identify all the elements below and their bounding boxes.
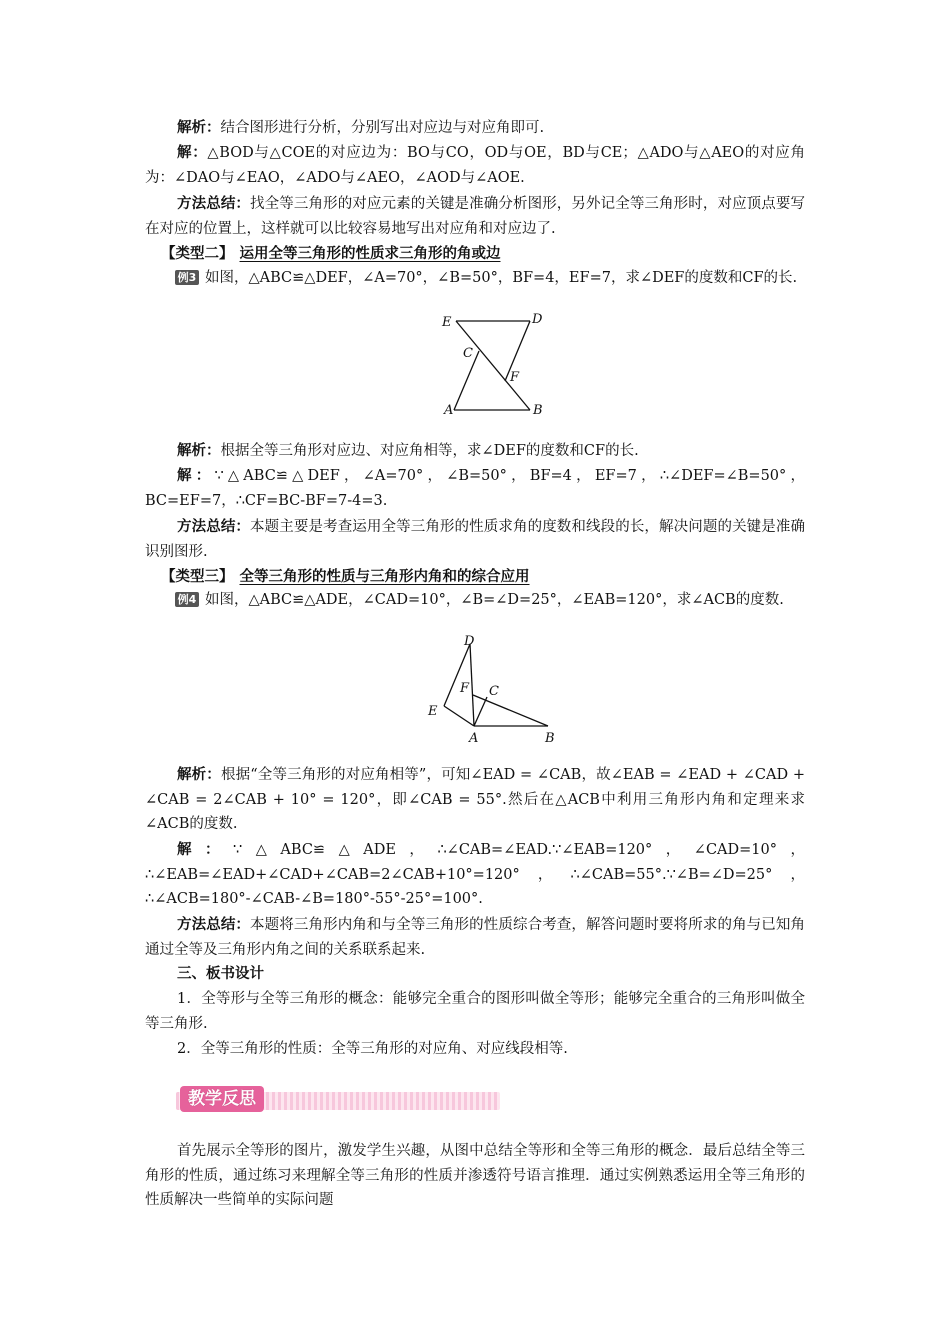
example3-badge: 例3 bbox=[175, 270, 199, 285]
solution-paragraph-3 bbox=[145, 838, 805, 912]
solution-paragraph-1 bbox=[145, 141, 805, 190]
analysis-label: 解析： bbox=[177, 767, 221, 783]
method-summary-2 bbox=[145, 515, 805, 564]
type3-bracket: 【类型三】 bbox=[161, 569, 234, 585]
fig4-label-F: F bbox=[460, 681, 470, 696]
example4-badge: 例4 bbox=[175, 592, 199, 607]
solution-label: 解： bbox=[177, 145, 208, 161]
solution-label: 解： bbox=[177, 842, 234, 858]
fig4-label-A: A bbox=[469, 731, 479, 746]
method-label: 方法总结： bbox=[177, 196, 251, 212]
fig3-segment-EB bbox=[456, 321, 530, 410]
type2-heading bbox=[161, 242, 801, 266]
method-text: 本题将三角形内角和与全等三角形的性质综合考查，解答问题时要将所求的角与已知角通过全等及三角形内角之间的关系联系起来. bbox=[145, 917, 806, 958]
example3-paragraph bbox=[145, 266, 805, 291]
fig4-segment-AC bbox=[474, 697, 487, 726]
fig4-label-B: B bbox=[545, 731, 555, 746]
figure-example3 bbox=[430, 306, 550, 426]
method-summary-1 bbox=[145, 192, 805, 241]
analysis-text: 根据全等三角形对应边、对应角相等，求∠DEF的度数和CF的长. bbox=[220, 443, 639, 459]
type2-title: 运用全等三角形的性质求三角形的角或边 bbox=[239, 246, 501, 262]
example4-paragraph bbox=[145, 588, 805, 613]
analysis-paragraph-1 bbox=[145, 116, 805, 141]
fig4-segment-EA bbox=[444, 706, 474, 726]
fig3-label-D: D bbox=[532, 312, 543, 327]
type3-title: 全等三角形的性质与三角形内角和的综合应用 bbox=[239, 569, 530, 585]
reflection-tag: 教学反思 bbox=[180, 1086, 264, 1112]
fig4-label-E: E bbox=[428, 704, 438, 719]
method-text: 找全等三角形的对应元素的关键是准确分析图形，另外记全等三角形时，对应顶点要写在对应的位置上，这样就可以比较容易地写出对应角和对应边了. bbox=[145, 196, 806, 237]
solution-text: △BOD与△COE的对应边为：BO与CO，OD与OE，BD与CE；△ADO与△AEO的对应角为：∠DAO与∠EAO，∠ADO与∠AEO，∠AOD与∠AOE. bbox=[145, 145, 805, 186]
board-design-heading: 三、板书设计 bbox=[177, 966, 264, 982]
fig4-segment-FB bbox=[473, 695, 548, 726]
reflection-text: 首先展示全等形的图片，激发学生兴趣，从图中总结全等形和全等三角形的概念．最后总结全等三角形的性质，通过练习来理解全等三角形的性质并渗透符号语言推理．通过实例熟悉运用全等三角形的性质解决一些简单的实际问题 bbox=[145, 1143, 805, 1208]
fig3-label-A: A bbox=[444, 403, 454, 418]
fig3-label-F: F bbox=[510, 370, 520, 385]
board-item-2: 2．全等三角形的性质：全等三角形的对应角、对应线段相等. bbox=[177, 1041, 568, 1057]
board-item-1: 1．全等形与全等三角形的概念：能够完全重合的图形叫做全等形；能够完全重合的三角形叫做全等三角形. bbox=[145, 991, 805, 1032]
fig4-label-C: C bbox=[489, 684, 499, 699]
example4-text: 如图，△ABC≌△ADE，∠CAD=10°，∠B=∠D=25°，∠EAB=120°，求∠ACB的度数. bbox=[205, 592, 784, 608]
fig4-label-D: D bbox=[464, 634, 475, 649]
analysis-paragraph-2 bbox=[145, 439, 805, 464]
method-label: 方法总结： bbox=[177, 917, 251, 933]
analysis-label: 解析： bbox=[177, 443, 221, 459]
solution-paragraph-2 bbox=[145, 464, 805, 513]
method-label: 方法总结： bbox=[177, 519, 251, 535]
method-summary-3 bbox=[145, 913, 805, 962]
solution-label: 解： bbox=[177, 468, 215, 484]
fig4-segment-DE bbox=[444, 644, 470, 706]
type3-heading bbox=[161, 565, 801, 589]
analysis-text: 根据“全等三角形的对应角相等”，可知∠EAD = ∠CAB，故∠EAB = ∠EAD + ∠CAD + ∠CAB = 2∠CAB + 10° = 120°，即∠CAB = 55°.然后在△ACB中利用三角形内角和定理来求∠ACB的度数. bbox=[145, 767, 806, 832]
method-text: 本题主要是考查运用全等三角形的性质求角的度数和线段的长，解决问题的关键是准确识别图形. bbox=[145, 519, 806, 560]
solution-text: ∵△ABC≌△ADE，∴∠CAB=∠EAD.∵∠EAB=120°，∠CAD=10°，∴∠EAB=∠EAD+∠CAD+∠CAB=2∠CAB+10°=120°，∴∠CAB=55°.∵∠B=∠D=25°，∴∠ACB=180°-∠CAB-∠B=180°-55°-25°=100°. bbox=[145, 842, 806, 907]
example3-text: 如图，△ABC≌△DEF，∠A=70°，∠B=50°，BF=4，EF=7，求∠DEF的度数和CF的长. bbox=[205, 270, 798, 286]
fig3-label-C: C bbox=[463, 346, 473, 361]
figure-example4 bbox=[420, 632, 570, 747]
fig3-label-E: E bbox=[442, 315, 452, 330]
analysis-text: 结合图形进行分析，分别写出对应边与对应角即可. bbox=[220, 120, 545, 136]
analysis-label: 解析： bbox=[177, 120, 221, 136]
fig3-label-B: B bbox=[533, 403, 543, 418]
reflection-banner bbox=[176, 1086, 500, 1112]
fig4-segment-DA bbox=[470, 644, 474, 726]
analysis-paragraph-3 bbox=[145, 763, 805, 837]
type2-bracket: 【类型二】 bbox=[161, 246, 234, 262]
solution-text: ∵△ABC≌△DEF，∠A=70°，∠B=50°，BF=4，EF=7，∴∠DEF=∠B=50°，BC=EF=7，∴CF=BC-BF=7-4=3. bbox=[145, 468, 805, 509]
